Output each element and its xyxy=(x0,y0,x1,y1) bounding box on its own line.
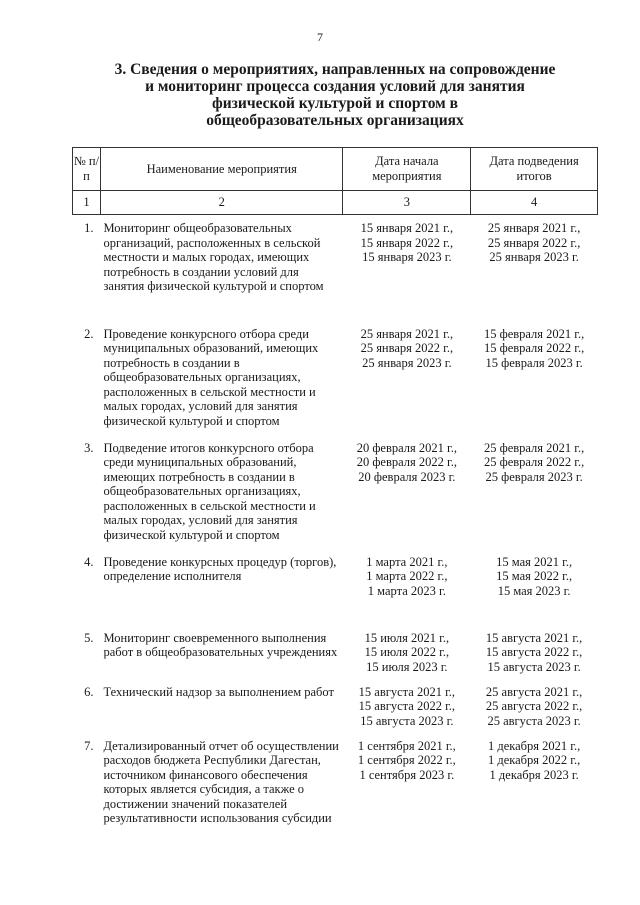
date: 15 августа 2021 г., xyxy=(485,630,583,645)
date: 15 января 2023 г. xyxy=(362,250,452,265)
row-number: 4. xyxy=(84,554,94,569)
event-name: Мониторинг своевременного выполнения работ в общеобразовательных учреждениях xyxy=(103,630,338,660)
date: 1 сентября 2021 г., xyxy=(357,738,456,753)
header-number: № п/п xyxy=(73,148,101,191)
date: 15 мая 2023 г. xyxy=(497,583,571,598)
start-dates xyxy=(343,321,471,435)
date: 15 января 2021 г., xyxy=(360,221,454,235)
date: 25 января 2023 г. xyxy=(362,355,452,370)
event-name: Проведение конкурсного отбора среди муниципальных образований, имеющих потребность в создании в общеобразовательных организациях, расположенных в сельской местности и малых городах, условий для занятия физической культурой и спортом xyxy=(103,326,319,429)
date: 15 мая 2022 г., xyxy=(496,569,573,584)
row-number: 5. xyxy=(84,630,94,645)
table-row xyxy=(73,321,598,435)
start-dates xyxy=(343,215,471,321)
section-title xyxy=(70,61,600,129)
event-name: Детализированный отчет об осуществлении расходов бюджета Республики Дагестан, источником финансового обеспечения которых является субсидия, а также о достижении значений показателей результативности использования субсидии xyxy=(103,738,339,826)
row-number: 7. xyxy=(84,738,94,753)
summary-dates xyxy=(471,679,598,733)
header-event-name: Наименование мероприятия xyxy=(100,148,343,191)
summary-dates xyxy=(471,549,598,625)
start-dates xyxy=(343,549,471,625)
date: 15 июля 2022 г., xyxy=(364,645,450,660)
date: 25 января 2022 г., xyxy=(487,235,581,250)
summary-dates xyxy=(471,733,598,845)
date: 1 марта 2023 г. xyxy=(367,583,446,598)
date: 1 сентября 2023 г. xyxy=(359,767,455,782)
date: 15 августа 2023 г. xyxy=(487,659,581,674)
title-line: общеобразовательных организациях xyxy=(206,112,464,129)
event-name: Технический надзор за выполнением работ xyxy=(103,684,334,699)
date: 1 декабря 2023 г. xyxy=(489,767,579,782)
date: 1 декабря 2022 г., xyxy=(487,753,581,768)
title-line: 3. Сведения о мероприятиях, направленных на сопровождение xyxy=(114,61,556,78)
table-row xyxy=(73,679,598,733)
row-number: 1. xyxy=(84,221,94,235)
date: 20 февраля 2021 г., xyxy=(356,440,457,455)
row-number: 3. xyxy=(84,440,94,455)
date: 25 августа 2022 г., xyxy=(485,699,583,714)
event-name: Мониторинг общеобразовательных организаций, расположенных в сельской местности и малых городах, имеющих потребность в создании условий для занятия физической культурой и спортом xyxy=(103,221,324,294)
date: 25 августа 2023 г. xyxy=(487,713,581,728)
date: 15 августа 2021 г., xyxy=(358,684,456,699)
date: 15 мая 2021 г., xyxy=(496,554,573,569)
date: 25 января 2023 г. xyxy=(489,250,579,265)
date: 15 августа 2023 г. xyxy=(360,713,454,728)
date: 25 февраля 2023 г. xyxy=(485,469,583,484)
date: 15 февраля 2022 г., xyxy=(483,341,585,356)
table-row xyxy=(73,625,598,679)
row-number: 2. xyxy=(84,326,94,341)
event-name: Подведение итогов конкурсного отбора среди муниципальных образований, имеющих потребность в создании в общеобразовательных организациях, расположенных в сельской местности и малых городах, условий для занятия физической культурой и спортом xyxy=(103,440,316,543)
start-dates xyxy=(343,625,471,679)
page-number: 7 xyxy=(317,30,323,44)
date: 15 января 2022 г., xyxy=(360,235,454,250)
summary-dates xyxy=(471,625,598,679)
column-number: 3 xyxy=(343,191,471,215)
summary-dates xyxy=(471,215,598,321)
summary-dates xyxy=(471,321,598,435)
start-dates xyxy=(343,679,471,733)
column-number: 1 xyxy=(73,191,101,215)
table-row xyxy=(73,215,598,321)
date: 25 февраля 2022 г., xyxy=(483,455,585,470)
date: 20 февраля 2023 г. xyxy=(358,469,456,484)
row-number: 6. xyxy=(84,684,94,699)
column-number: 4 xyxy=(471,191,598,215)
table-row xyxy=(73,733,598,845)
date: 20 февраля 2022 г., xyxy=(356,455,457,470)
date: 15 февраля 2021 г., xyxy=(483,326,585,341)
title-line: и мониторинг процесса создания условий для занятия xyxy=(145,78,525,95)
date: 25 января 2022 г., xyxy=(360,341,454,356)
table-row xyxy=(73,549,598,625)
events-table xyxy=(72,147,598,845)
date: 15 июля 2023 г. xyxy=(366,659,448,674)
table-row xyxy=(73,435,598,549)
summary-dates xyxy=(471,435,598,549)
event-name: Проведение конкурсных процедур (торгов), определение исполнителя xyxy=(103,554,337,584)
header-start-date: Дата начала мероприятия xyxy=(343,148,471,191)
date: 15 августа 2022 г., xyxy=(485,645,583,660)
date: 1 сентября 2022 г., xyxy=(357,753,456,768)
date: 15 августа 2022 г., xyxy=(358,699,456,714)
date: 15 февраля 2023 г. xyxy=(485,355,583,370)
header-summary-date: Дата подведения итогов xyxy=(471,148,598,191)
date: 15 июля 2021 г., xyxy=(364,630,450,645)
date: 25 января 2021 г., xyxy=(487,221,581,235)
date: 25 января 2021 г., xyxy=(360,326,454,341)
table-header-row xyxy=(73,148,598,191)
start-dates xyxy=(343,435,471,549)
start-dates xyxy=(343,733,471,845)
date: 1 марта 2021 г., xyxy=(366,554,448,569)
date: 25 августа 2021 г., xyxy=(485,684,583,699)
title-line: физической культурой и спортом в xyxy=(212,95,458,112)
column-number: 2 xyxy=(100,191,343,215)
column-number-row xyxy=(73,191,598,215)
date: 25 февраля 2021 г., xyxy=(483,440,585,455)
date: 1 марта 2022 г., xyxy=(366,569,448,584)
date: 1 декабря 2021 г., xyxy=(487,738,581,753)
